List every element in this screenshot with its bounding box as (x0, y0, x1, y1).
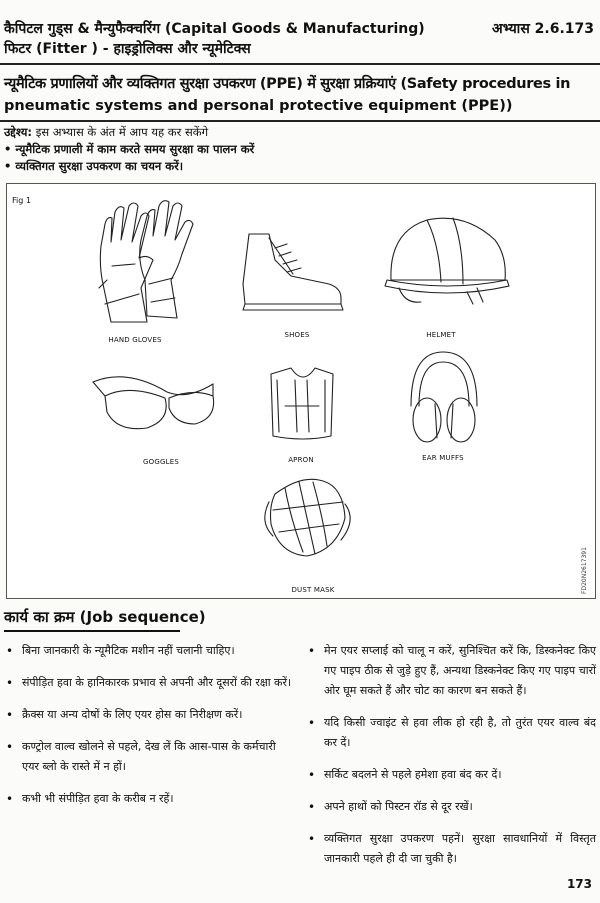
shoes-icon (243, 234, 343, 310)
hand-gloves-icon (99, 201, 193, 322)
goggles-icon (93, 377, 214, 429)
job-step: • संपीड़ित हवा के हानिकारक प्रभाव से अपनी और दूसरों की रक्षा करें। (4, 673, 292, 693)
title-rule (0, 120, 600, 122)
label-hand-gloves: HAND GLOVES (108, 336, 162, 344)
exercise-title (4, 73, 596, 117)
job-sequence-right (306, 641, 596, 881)
job-step: • व्यक्तिगत सुरक्षा उपकरण पहनें। सुरक्षा सावधानियों में विस्तृत जानकारी पहले ही दी जा चुकी है। (306, 829, 596, 869)
header-rule (0, 63, 600, 65)
objectives (4, 124, 594, 175)
label-helmet: HELMET (426, 331, 456, 339)
label-goggles: GOGGLES (143, 458, 179, 466)
helmet-icon (385, 218, 509, 304)
exercise-number: अभ्यास 2.6.173 (492, 21, 594, 37)
job-sequence-underline (4, 630, 180, 632)
job-step: • कण्ट्रोल वाल्व खोलने से पहले, देख लें कि आस-पास के कर्मचारी एयर ब्लो के रास्ते में न हों। (4, 737, 292, 777)
label-apron: APRON (288, 456, 314, 464)
objectives-heading: उद्देश्य: (4, 125, 33, 139)
ear-muffs-icon (411, 352, 477, 442)
header-trade: फिटर (Fitter ) - हाइड्रोलिक्स और न्यूमेटिक्स (4, 41, 251, 57)
ppe-illustrations (7, 184, 595, 598)
objectives-intro: इस अभ्यास के अंत में आप यह कर सकेंगे (35, 125, 209, 139)
job-step: • मेन एयर सप्लाई को चालू न करें, सुनिश्चित करें कि, डिस्कनेक्ट किए गए पाइप ठीक से जुड़े हुए हैं, अन्यथा डिस्कनेक्ट किए गए पाइप चारों ओर घूम सकते हैं और चोट का कारण बन सकते हैं। (306, 641, 596, 701)
figure-ppe (6, 183, 596, 599)
title-line-1: न्यूमैटिक प्रणालियों और व्यक्तिगत सुरक्षा उपकरण (PPE) में सुरक्षा प्रक्रियाएं (Safety procedures in (4, 76, 571, 92)
title-line-2: pneumatic systems and personal protective equipment (PPE)) (4, 98, 513, 114)
page-number: 173 (566, 877, 592, 891)
job-step: • यदि किसी ज्वाइंट से हवा लीक हो रही है, तो तुरंत एयर वाल्व बंद कर दें। (306, 713, 596, 753)
job-sequence-left (4, 641, 292, 821)
dust-mask-icon (265, 479, 350, 556)
job-step: • कभी भी संपीड़ित हवा के करीब न रहें। (4, 789, 292, 809)
job-step: • सर्किट बदलने से पहले हमेशा हवा बंद कर दें। (306, 765, 596, 785)
figure-label: Fig 1 (12, 196, 31, 205)
job-step: • अपने हाथों को पिस्टन रॉड से दूर रखें। (306, 797, 596, 817)
label-ear-muffs: EAR MUFFS (422, 454, 464, 462)
objective-item: • न्यूमैटिक प्रणाली में काम करते समय सुरक्षा का पालन करें (4, 142, 255, 156)
apron-icon (271, 368, 333, 439)
job-step: • बिना जानकारी के न्यूमैटिक मशीन नहीं चलानी चाहिए। (4, 641, 292, 661)
header-course: कैपिटल गुड्स & मैन्युफैक्चरिंग (Capital Goods & Manufacturing) (4, 21, 425, 37)
figure-code: FD20N2617391 (581, 547, 588, 594)
label-shoes: SHOES (284, 331, 310, 339)
job-sequence-heading: कार्य का क्रम (Job sequence) (4, 608, 206, 626)
label-dust-mask: DUST MASK (291, 586, 335, 594)
objective-item: • व्यक्तिगत सुरक्षा उपकरण का चयन करें। (4, 159, 184, 173)
job-step: • क्रैक्स या अन्य दोषों के लिए एयर होस का निरीक्षण करें। (4, 705, 292, 725)
